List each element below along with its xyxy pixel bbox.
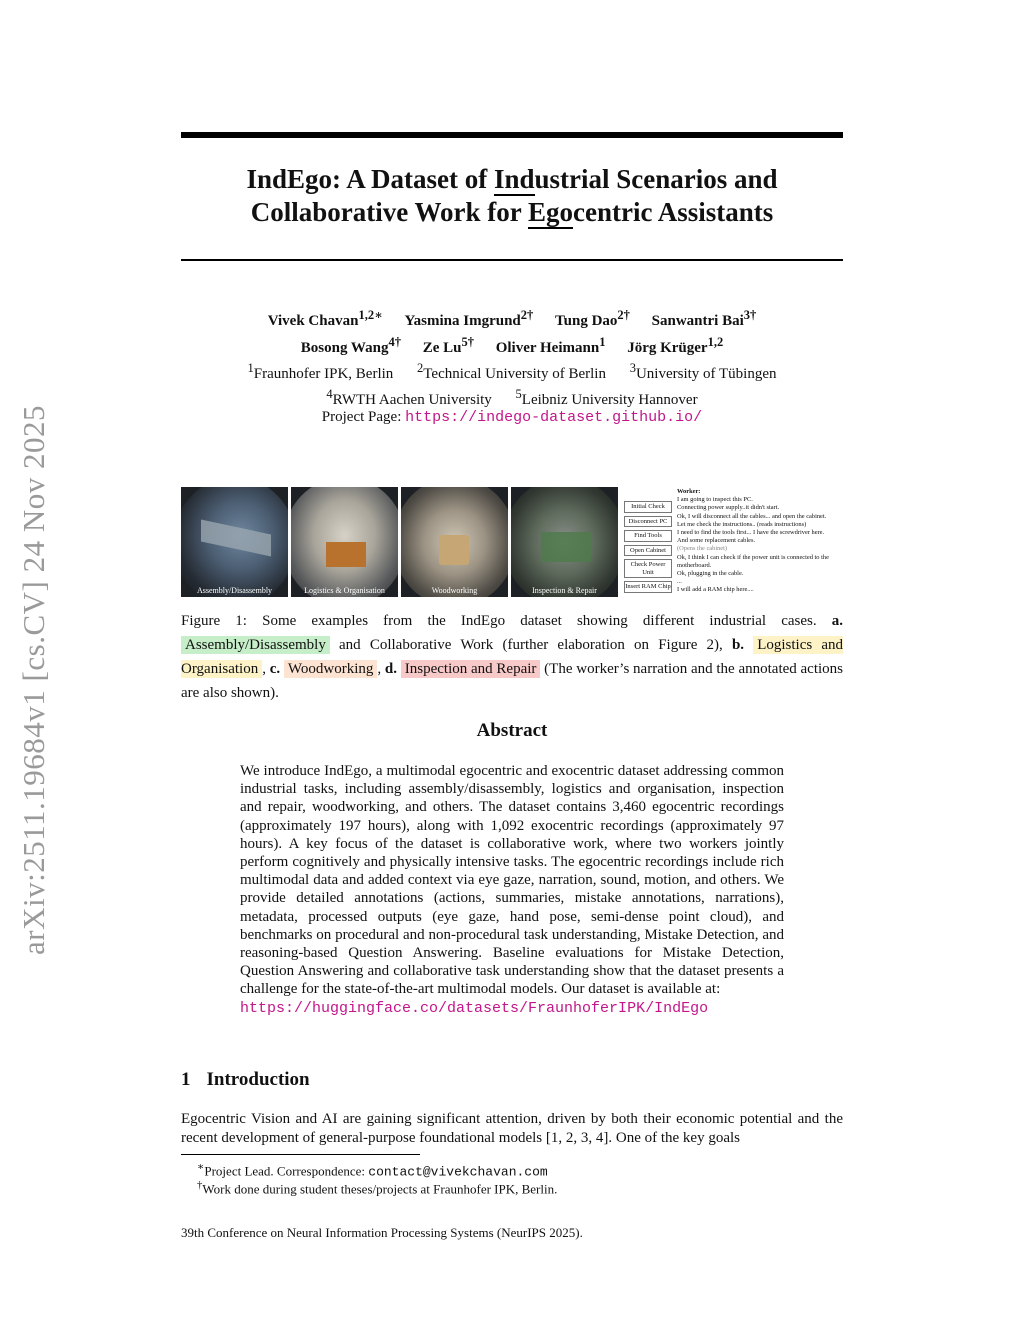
narration-line: I will add a RAM chip here.... — [677, 586, 754, 594]
author: Oliver Heimann$^1$ — [495, 335, 606, 356]
author: Ze $Lu^{5\dagger}$ — [422, 335, 474, 356]
narration-line: Ok, I think I can check if the power unit is connected to the motherboard. — [677, 553, 829, 569]
caption-text: , — [262, 661, 270, 677]
caption-text: (The worker’s narration and the annotated actions are also shown). — [181, 661, 844, 701]
author: Vivek Chavan$^{1,2∗}$ — [267, 308, 383, 329]
caption-marker: c. — [269, 661, 281, 677]
section-heading-introduction — [181, 1069, 310, 1091]
introduction-text: Egocentric Vision and AI are gaining significant attention, driven by both their economic potential and the recent development of general-purpose foundational models [1, 2, 3, 4]. One of the key goals — [181, 1111, 843, 1146]
title-bottom-rule — [181, 259, 843, 261]
title-part: centric Assistants — [573, 197, 774, 227]
highlight-woodworking: Woodworking — [284, 660, 377, 678]
narration-line: (Opens the cabinet) — [677, 545, 728, 553]
title-top-rule — [181, 132, 843, 138]
abstract-heading: Abstract — [476, 720, 548, 741]
narration-line: I am going to inspect this PC. — [677, 496, 753, 504]
author: Bosong Wang$^{4\dagger}$ — [300, 335, 401, 356]
figure-panel-assembly — [181, 487, 288, 597]
highlight-assembly: Assembly/Disassembly — [181, 636, 330, 654]
affiliation: $^5$Leibniz University Hannover — [515, 387, 698, 408]
footnote-rule — [181, 1154, 420, 1155]
action-box: Disconnect PC — [624, 516, 672, 528]
title-part: IndEgo: A Dataset of — [246, 164, 494, 194]
action-annotations — [624, 501, 672, 596]
project-page-link[interactable]: https://indego-dataset.github.io/ — [405, 409, 703, 426]
action-box: Find Tools — [624, 530, 672, 542]
title-part: Collaborative Work for — [250, 197, 528, 227]
affiliation: $^2$Technical University of Berlin — [417, 361, 606, 382]
narration-line: I need to find the tools first... I have the screwdriver here. — [677, 529, 825, 537]
figure-caption — [181, 609, 843, 705]
footnote-text: Project Lead. Correspondence: — [204, 1163, 369, 1179]
figure-panel-logistics — [291, 487, 398, 597]
abstract-text: We introduce IndEgo, a multimodal egocentric and exocentric dataset addressing common industrial tasks, including assembly/disassembly, logistics and organisation, inspection and repair, woodworking, and others. The dataset contains 3,460 egocentric recordings (approximately 197 hours), along with 1,092 exocentric recordings (approximately 97 hours). A key focus of the dataset is collaborative work, where two workers jointly perform cognitively and physically intensive tasks. The egocentric recordings include rich multimodal data and added context via eye gaze, narration, sound, motion, and others. We provide detailed annotations (actions, summaries, mistake annotations, narrations), metadata, processed outputs (eye gaze, hand pose, semi-dense point cloud), and benchmarks on procedural and non-procedural task understanding, Mistake Detection, and reasoning-based Question Answering. Baseline evaluations for Mistake Detection, Question Answering and collaborative task understanding show that the dataset presents a challenge for the state-of-the-art multimodal models. Our dataset is available at: — [240, 763, 784, 998]
affiliation: $^3$University of Tübingen — [629, 361, 777, 382]
narration-line: Ok, plugging in the cable. — [677, 570, 744, 578]
narration-line: Connecting power supply..it didn't start. — [677, 504, 780, 512]
panel-caption: Inspection & Repair — [532, 586, 597, 595]
caption-marker: d. — [384, 661, 397, 677]
paper-title — [181, 163, 843, 229]
author: Sanwantri Bai$^{3\dagger}$ — [651, 308, 757, 329]
action-box: Initial Check — [624, 501, 672, 513]
narration-line: Let me check the instructions.. (reads instructions) — [677, 520, 807, 528]
project-page-label: Project Page: — [321, 409, 406, 425]
author: Yasmina Imgrund$^{2\dagger}$ — [404, 308, 534, 329]
title-underlined-part: Ego — [528, 197, 574, 227]
arxiv-stamp: arXiv:2511.19684v1 [cs.CV] 24 Nov 2025 — [16, 405, 51, 955]
affiliation: $^1$Fraunhofer IPK, Berlin — [247, 361, 394, 382]
title-part: ustrial Scenarios and — [534, 164, 778, 194]
footnote-mark: † — [197, 1179, 203, 1191]
highlight-logistics: Logistics and Organisation — [181, 637, 844, 677]
author: Tung Dao$^{2\dagger}$ — [555, 308, 630, 329]
figure-panel-inspection — [511, 487, 618, 597]
figure-panel-woodworking — [401, 487, 508, 597]
panel-caption: Woodworking — [431, 586, 478, 595]
affiliation: $^4$RWTH Aachen University — [326, 387, 492, 408]
contact-email[interactable]: contact@vivekchavan.com — [368, 1164, 548, 1180]
narration-title: Worker: — [677, 488, 701, 495]
affiliation-list — [181, 358, 843, 410]
caption-marker: b. — [731, 637, 745, 653]
dataset-link[interactable]: https://huggingface.co/datasets/FraunhoferIPK/IndEgo — [240, 999, 709, 1017]
footnote-mark: ∗ — [197, 1161, 205, 1173]
action-box: Open Cabinet — [624, 545, 672, 557]
caption-marker: a. — [831, 613, 843, 629]
worker-narration — [677, 488, 847, 595]
panel-caption: Assembly/Disassembly — [196, 586, 273, 595]
action-box: Insert RAM Chip — [624, 581, 672, 593]
footnote-text: Work done during student theses/projects at Fraunhofer IPK, Berlin. — [202, 1181, 558, 1197]
section-number: 1 — [181, 1069, 191, 1090]
caption-text: and Collaborative Work (further elaboration on Figure 2), — [329, 637, 732, 653]
narration-line: And some replacement cables. — [677, 537, 756, 545]
caption-text: , — [377, 661, 385, 677]
author-list — [181, 305, 843, 359]
narration-line: Ok, I will disconnect all the cables... and open the cabinet. — [677, 512, 827, 520]
action-box: Check Power Unit — [624, 559, 672, 578]
author: Jörg Krüger$^{1,2}$ — [627, 335, 724, 356]
narration-line: ... — [677, 578, 682, 586]
panel-caption: Logistics & Organisation — [304, 586, 385, 595]
abstract-body — [240, 762, 784, 1018]
caption-label: Figure 1: — [181, 613, 247, 629]
highlight-inspection: Inspection and Repair — [401, 660, 541, 678]
project-page — [181, 409, 843, 426]
conference-footer: 39th Conference on Neural Information Processing Systems (NeurIPS 2025). — [181, 1225, 583, 1240]
caption-text: Some examples from the IndEgo dataset showing different industrial cases. — [246, 613, 832, 629]
footnote — [197, 1177, 837, 1197]
title-underlined-part: Ind — [493, 164, 535, 194]
section-title: Introduction — [206, 1069, 310, 1090]
